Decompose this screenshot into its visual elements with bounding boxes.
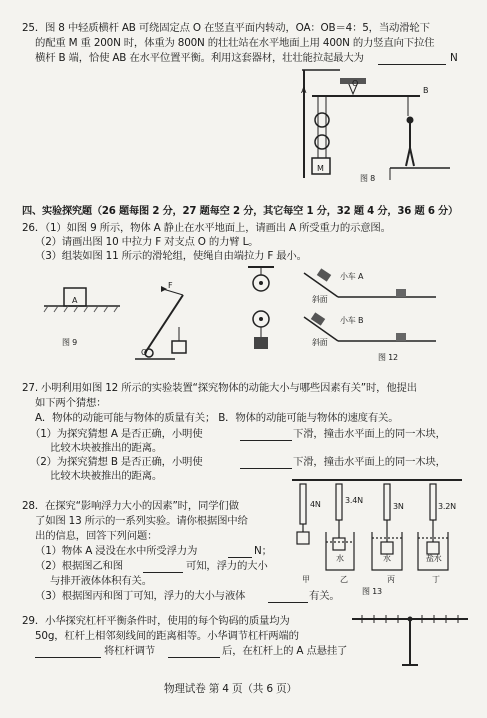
fig8-caption: 图 8 — [360, 174, 376, 183]
fig13-caption: 图 13 — [362, 587, 382, 596]
fig13-reading-2: 3.4N — [345, 496, 363, 505]
q28-blank-1 — [228, 557, 252, 558]
fig13-reading-3: 3N — [393, 502, 404, 511]
q29-line-3a: 将杠杆调节 — [104, 645, 155, 657]
q27-line-2: 如下两个猜想： — [35, 397, 107, 409]
q28-blank-3 — [268, 602, 308, 603]
fig13-sub-bing: 丙 — [387, 575, 395, 584]
figure-9 — [42, 284, 122, 318]
q26-line-3: （3）组装如图 11 所示的滑轮组，使绳自由端拉力 F 最小。 — [35, 250, 307, 262]
q27-line-6b: 下滑，撞击水平面上的同一木块， — [293, 456, 446, 468]
q27-line-1: 27. 小明利用如图 12 所示的实验装置“探究物体的动能大小与哪些因素有关”时，他提出 — [22, 382, 417, 394]
fig10-force-label: F — [168, 281, 173, 290]
q29-line-2: 50g，杠杆上相邻刻线间的距离相等。小华调节杠杆两端的 — [35, 630, 299, 642]
fig9-caption: 图 9 — [62, 338, 78, 347]
q27-blank-2 — [240, 468, 292, 469]
fig8-label-a: A — [301, 86, 307, 95]
fig13-liquid-3: 水 — [383, 554, 391, 563]
q26-line-1: 26．（1）如图 9 所示，物体 A 静止在水平地面上，请画出 A 所受重力的示意图。 — [22, 222, 391, 234]
q28-line-4b: N； — [254, 545, 272, 557]
q28-line-2: 了如图 13 所示的一系列实验。请你根据图中给 — [35, 515, 248, 527]
q27-line-4b: 下滑，撞击水平面上的同一木块， — [293, 428, 446, 440]
lever-figure — [350, 605, 470, 667]
q25-line-2: 的配重 M 重 200N 时，体重为 800N 的壮壮站在水平地面上用 400N 的力竖直向下拉住 — [35, 37, 435, 49]
q27-line-3: A．物体的动能可能与物体的质量有关； B．物体的动能可能与物体的速度有关。 — [35, 412, 399, 424]
q25-line-1: 25．图 8 中轻质横杆 AB 可绕固定点 O 在竖直平面内转动，OA：OB＝4：5，当动滑轮下 — [22, 22, 430, 34]
q28-line-4a: （1）物体 A 浸没在水中所受浮力为 — [35, 545, 198, 557]
fig12-cart-b: 小车 B — [340, 316, 364, 325]
q29-blank-1 — [35, 657, 101, 658]
fig8-label-b: B — [423, 86, 429, 95]
fig12-slope-b: 斜面 — [312, 338, 328, 347]
q28-line-5b: 可知，浮力的大小 — [186, 560, 268, 572]
q27-blank-1 — [240, 440, 292, 441]
figure-11 — [244, 265, 278, 357]
fig13-sub-yi: 乙 — [340, 575, 348, 584]
fig10-pivot-label: O — [141, 348, 148, 357]
fig13-liquid-4: 盐水 — [426, 554, 442, 563]
fig13-reading-1: 4N — [310, 500, 321, 509]
q28-line-3: 出的信息，回答下列问题： — [35, 530, 158, 542]
q29-line-3b: 后，在杠杆上的 A 点悬挂了 — [222, 645, 348, 657]
page-footer: 物理试卷 第 4 页（共 6 页） — [164, 683, 297, 695]
q27-line-7: 比较木块被推出的距离。 — [50, 470, 163, 482]
fig13-sub-jia: 甲 — [302, 575, 310, 584]
fig8-label-m: M — [317, 164, 324, 173]
q29-line-1: 29．小华探究杠杆平衡条件时，使用的每个钩码的质量均为 — [22, 615, 290, 627]
q27-line-5: 比较木块被推出的距离。 — [50, 442, 163, 454]
q25-unit: N — [450, 52, 458, 64]
q25-blank — [378, 64, 446, 65]
q27-line-6a: （2）为探究猜想 B 是否正确，小明使 — [30, 456, 203, 468]
q28-blank-2 — [143, 572, 183, 573]
fig12-slope-a: 斜面 — [312, 295, 328, 304]
q26-line-2: （2）请画出图 10 中拉力 F 对支点 O 的力臂 L。 — [35, 236, 259, 248]
q28-line-5a: （2）根据图乙和图 — [35, 560, 123, 572]
q28-line-6: 与排开液体体积有关。 — [50, 575, 152, 587]
q28-line-7b: 有关。 — [309, 590, 340, 602]
q29-blank-2 — [168, 657, 220, 658]
fig12-cart-a: 小车 A — [340, 272, 364, 281]
q28-line-1: 28．在探究“影响浮力大小的因素”时，同学们做 — [22, 500, 239, 512]
q27-line-4a: （1）为探究猜想 A 是否正确，小明使 — [30, 428, 203, 440]
fig13-sub-ding: 丁 — [432, 575, 440, 584]
fig13-reading-4: 3.2N — [438, 502, 456, 511]
fig9-label-a: A — [72, 296, 78, 305]
fig8-label-o: O — [352, 79, 359, 88]
fig12-caption: 图 12 — [378, 353, 398, 362]
fig13-liquid-2: 水 — [336, 554, 344, 563]
q25-line-3: 横杆 B 端，恰使 AB 在水平位置平衡。利用这套器材，壮壮能拉起最大为 — [35, 52, 364, 64]
q28-line-7a: （3）根据图丙和图丁可知，浮力的大小与液体 — [35, 590, 246, 602]
section-4-heading: 四、实验探究题（26 题每图 2 分，27 题每空 2 分，其它每空 1 分，32 题 4 分，36 题 6 分） — [22, 206, 459, 217]
